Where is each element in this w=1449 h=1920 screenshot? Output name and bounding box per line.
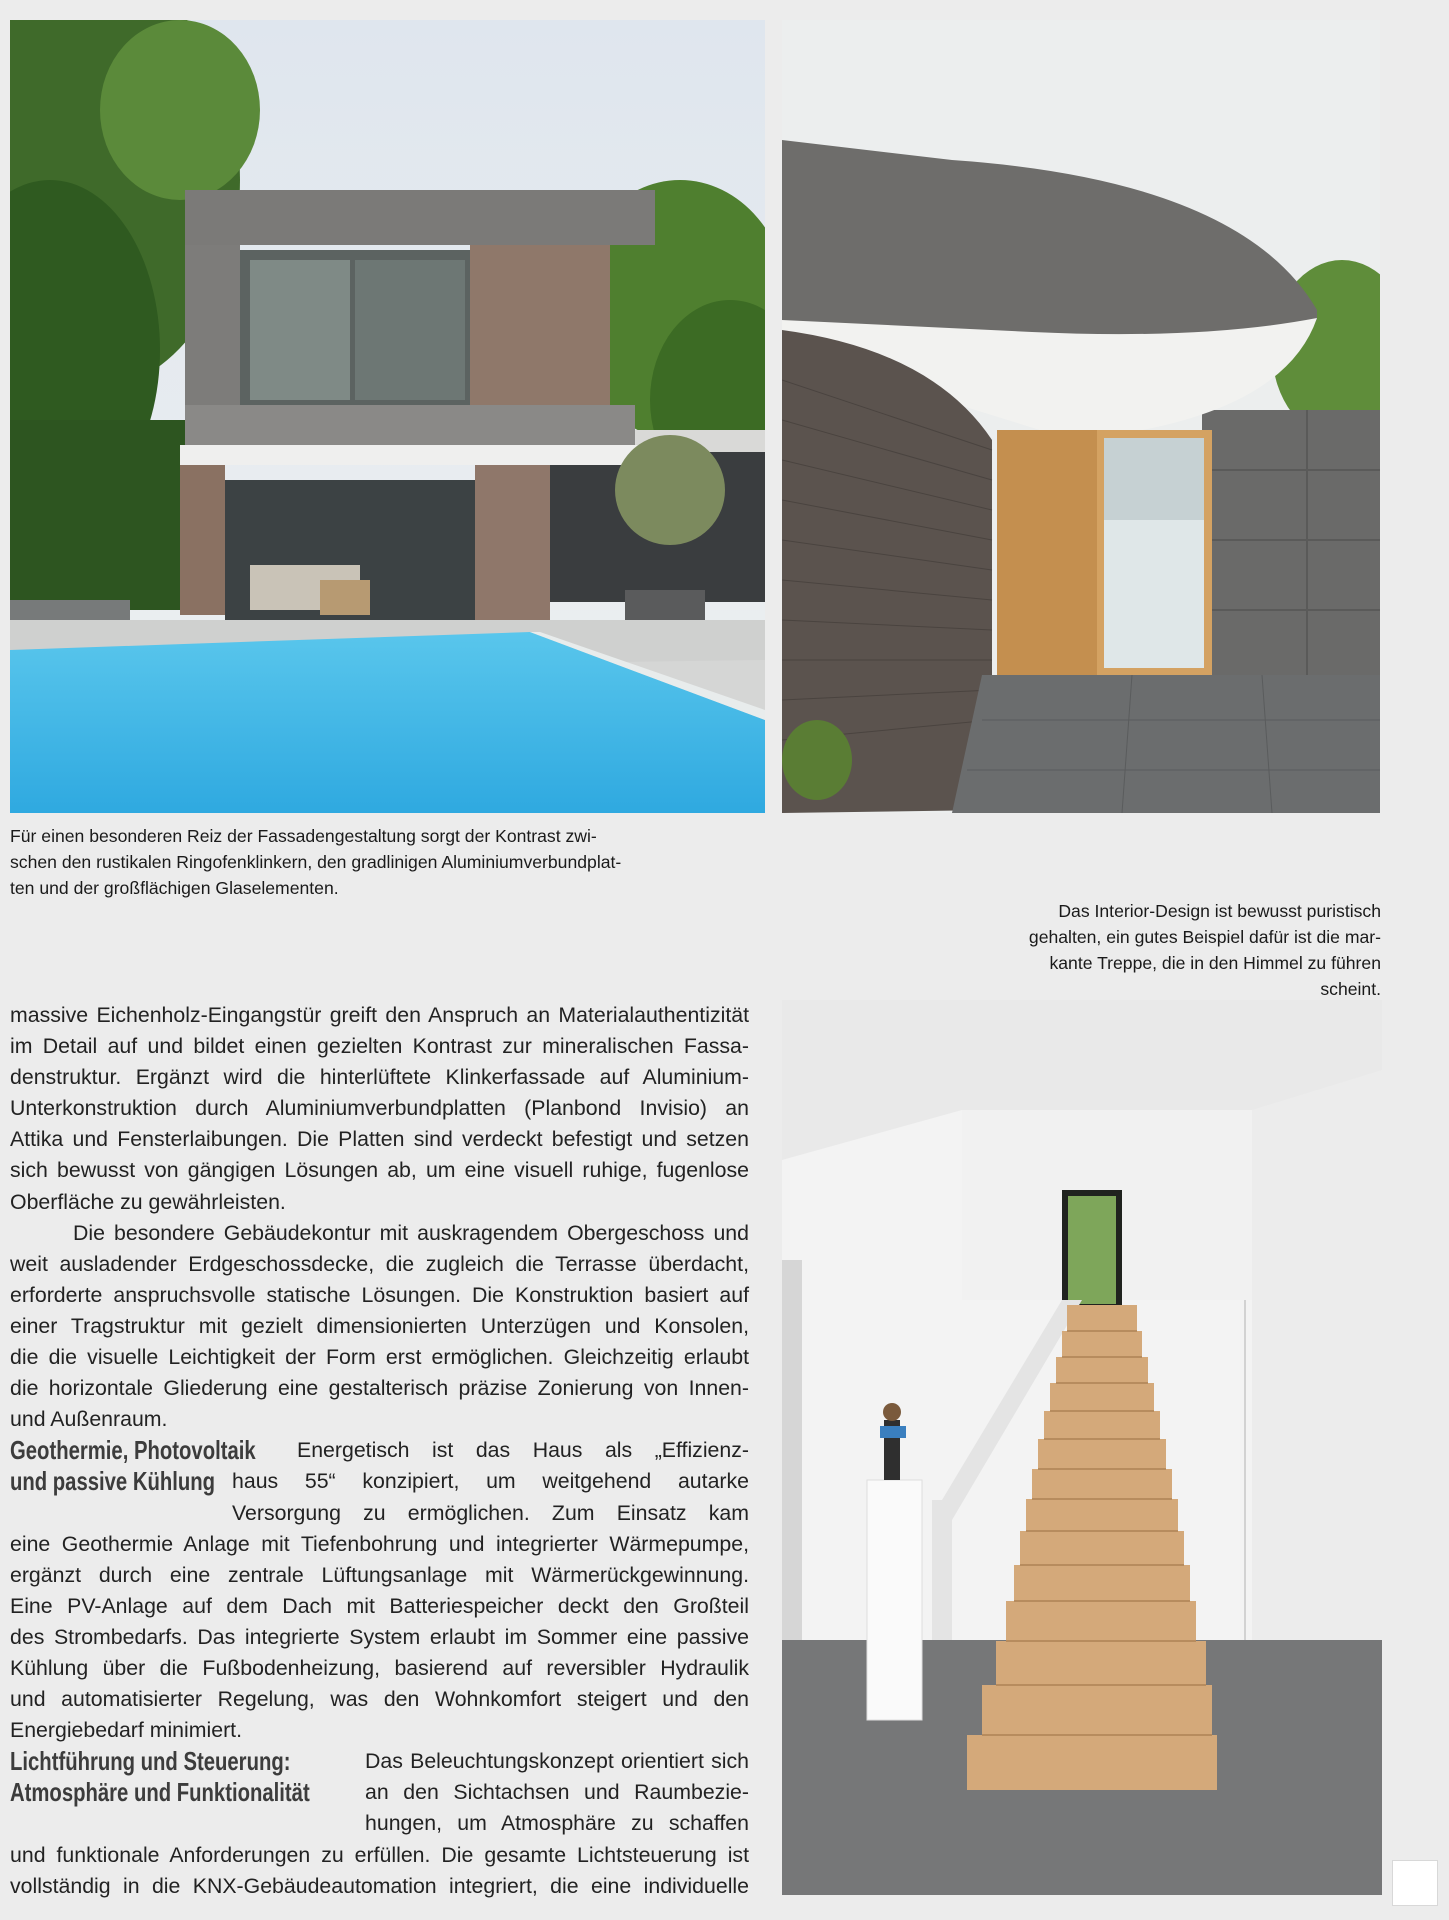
caption-interior [1029,898,1381,1002]
caption-line: ten und der großflächigen Glaselementen. [10,878,339,898]
paragraph-light [10,1840,749,1902]
text-line: die horizontale Gliederung eine gestalterisch präzise Zonierung von Innen- [10,1376,749,1401]
paragraph-structure [10,1218,749,1436]
text-line: eine Geothermie Anlage mit Tiefenbohrung und integrierter Wärmepumpe, [10,1531,749,1556]
heading-licht [10,1746,310,1839]
caption-line: schen den rustikalen Ringofenklinkern, den gradlinigen Aluminiumverbundplat- [10,852,622,872]
side-text [232,1435,749,1528]
text-line: weit ausladender Erdgeschossdecke, die zugleich die Terrasse überdacht, [10,1251,749,1276]
text-line: Die besondere Gebäudekontur mit auskragendem Obergeschoss und [73,1220,749,1245]
paragraph-energy [10,1529,749,1747]
side-text [365,1746,749,1839]
page-marker [1392,1860,1438,1906]
text-line: des Strombedarfs. Das integrierte System erlaubt im Sommer eine passive [10,1624,749,1649]
staircase-photo [782,1000,1382,1895]
text-line: und funktionale Anforderungen zu erfüllen. Die gesamte Lichtsteuerung ist [10,1842,749,1867]
text-line: denstruktur. Ergänzt wird die hinterlüftete Klinkerfassade auf Aluminium- [10,1065,749,1090]
text-line: Kühlung über die Fußbodenheizung, basierend auf reversibler Hydraulik [10,1655,749,1680]
text-line: haus 55“ konzipiert, um weitgehend autarke [232,1469,749,1494]
text-line: ergänzt durch eine zentrale Lüftungsanlage mit Wärmerückgewinnung. [10,1562,749,1587]
text-line: Unterkonstruktion durch Aluminiumverbundplatten (Planbond Invisio) an [10,1096,749,1121]
text-line: Versorgung zu ermöglichen. Zum Einsatz kam [232,1500,749,1525]
text-line: Oberfläche zu gewährleisten. [10,1189,286,1214]
text-line: und Außenraum. [10,1407,168,1432]
pool-house-photo [10,20,765,813]
caption-pool-house [10,823,621,901]
heading-line: Geothermie, Photovoltaik [10,1435,256,1466]
section-geothermie [10,1435,749,1528]
text-line: einer Tragstruktur mit gezielt dimensionierten Unterzügen und Konsolen, [10,1313,749,1338]
text-line: die die visuelle Leichtigkeit der Form erst ermöglichen. Gleichzeitig erlaubt [10,1345,749,1370]
paragraph-material [10,1000,749,1218]
text-line: Energiebedarf minimiert. [10,1718,242,1743]
caption-line: scheint. [1320,979,1381,999]
text-line: und automatisierter Regelung, was den Wohnkomfort steigert und den [10,1687,749,1712]
text-line: sich bewusst von gängigen Lösungen ab, um eine visuell ruhige, fugenlose [10,1158,749,1183]
heading-line: Atmosphäre und Funktionalität [10,1777,310,1808]
text-line: erforderte anspruchsvolle statische Lösungen. Die Konstruktion basiert auf [10,1282,749,1307]
section-licht [10,1746,749,1839]
text-line: Das Beleuchtungskonzept orientiert sich [365,1749,749,1774]
text-line: an den Sichtachsen und Raumbezie- [365,1780,749,1805]
text-line: vollständig in die KNX-Gebäudeautomation integriert, die eine individuelle [10,1873,749,1898]
text-line: Energetisch ist das Haus als „Effizienz- [297,1438,749,1463]
heading-geothermie [10,1435,256,1528]
text-line: Eine PV-Anlage auf dem Dach mit Batteriespeicher deckt den Großteil [10,1593,749,1618]
text-line: Attika und Fensterlaibungen. Die Platten sind verdeckt befestigt und setzen [10,1127,749,1152]
text-line: im Detail auf und bildet einen gezielten Kontrast zur mineralischen Fassa- [10,1034,749,1059]
caption-line: kante Treppe, die in den Himmel zu führen [1049,953,1381,973]
article-body [10,1000,749,1902]
entrance-photo [782,20,1380,813]
caption-line: Das Interior-Design ist bewusst puristisch [1058,901,1381,921]
caption-line: Für einen besonderen Reiz der Fassadengestaltung sorgt der Kontrast zwi- [10,826,597,846]
caption-line: gehalten, ein gutes Beispiel dafür ist die mar- [1028,927,1381,947]
text-line: hungen, um Atmosphäre zu schaffen [365,1811,749,1836]
text-line: massive Eichenholz-Eingangstür greift den Anspruch an Materialauthentizität [10,1003,749,1027]
heading-line: Lichtführung und Steuerung: [10,1746,291,1777]
heading-line: und passive Kühlung [10,1466,216,1497]
